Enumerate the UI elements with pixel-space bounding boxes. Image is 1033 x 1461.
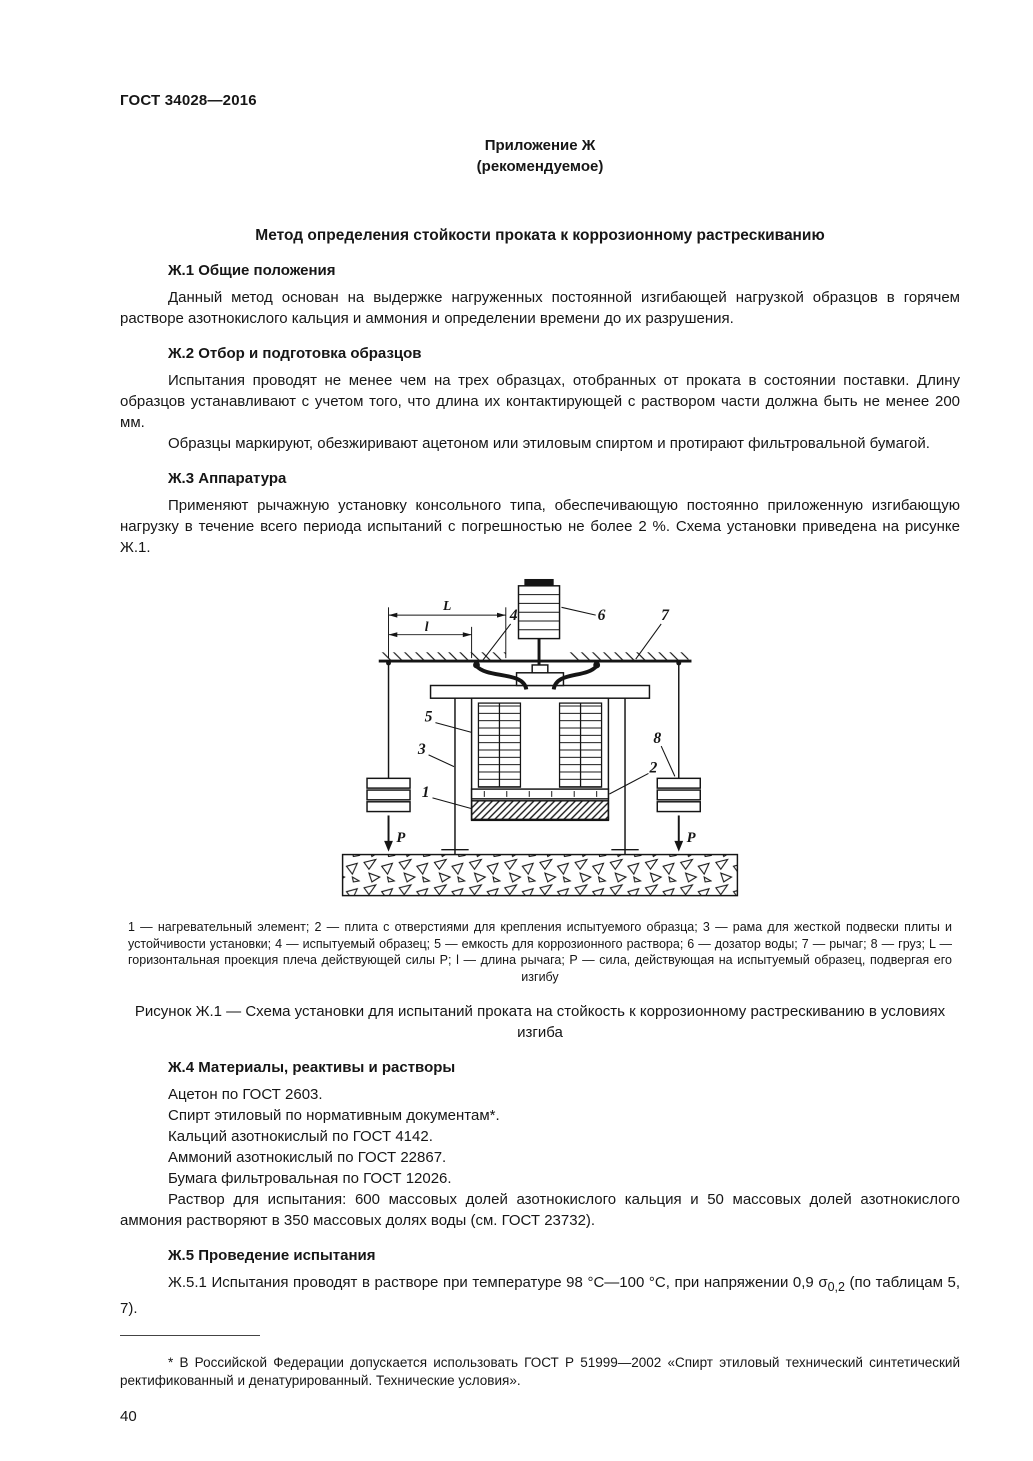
weight-right <box>657 661 700 811</box>
label-5: 5 <box>424 708 433 726</box>
label-L: L <box>442 598 452 614</box>
paragraph-zh5-1 <box>120 1272 960 1319</box>
appendix-title: Приложение Ж <box>484 137 596 154</box>
list-item: Раствор для испытания: 600 массовых долей азотнокислого кальция и 50 массовых долей азотнокислого аммония растворяют в 350 массовых долях воды (см. ГОСТ 23732). <box>120 1191 960 1230</box>
page-number: 40 <box>120 1408 137 1426</box>
figure-caption: Рисунок Ж.1 — Схема установки для испытаний проката на стойкость к коррозионному растрескиванию в условиях изгиба <box>134 1003 946 1042</box>
label-3: 3 <box>417 740 426 758</box>
section-heading-zh1: Ж.1 Общие положения <box>168 262 336 279</box>
document-title: Метод определения стойкости проката к коррозионному растрескиванию <box>255 227 825 244</box>
weight-left <box>367 661 410 811</box>
water-doser <box>519 579 560 665</box>
force-arrow-right <box>674 815 683 851</box>
list-item: Бумага фильтровальная по ГОСТ 12026. <box>168 1170 452 1188</box>
figure-diagram <box>325 578 755 905</box>
paragraph: Данный метод основан на выдержке нагруженных постоянной изгибающей нагрузкой образцов в горячем растворе азотнокислого кальция и аммония и определении времени до их разрушения. <box>120 289 960 327</box>
foundation-base <box>343 855 738 896</box>
section-heading-zh4: Ж.4 Материалы, реактивы и растворы <box>168 1059 456 1077</box>
solution-vessel <box>472 698 609 820</box>
label-4: 4 <box>509 607 518 625</box>
list-item: Ацетон по ГОСТ 2603. <box>168 1086 323 1104</box>
appendix-subtitle: (рекомендуемое) <box>476 158 604 175</box>
text-run: (по таблицам 5, 7). <box>120 1274 960 1318</box>
paragraph: Образцы маркируют, обезжиривают ацетоном или этиловым спиртом и протирают фильтровальной бумагой. <box>168 435 930 452</box>
label-1: 1 <box>421 783 430 801</box>
section-heading-zh2: Ж.2 Отбор и подготовка образцов <box>168 345 422 362</box>
label-2: 2 <box>649 759 658 777</box>
label-P-right: P <box>686 829 696 846</box>
footnote-divider <box>120 1335 260 1336</box>
section-heading-zh3: Ж.3 Аппаратура <box>168 470 287 487</box>
text-run: Ж.5.1 Испытания проводят в растворе при температуре 98 °С—100 °С, при напряжении 0,9 σ <box>168 1274 828 1292</box>
section-heading-zh5: Ж.5 Проведение испытания <box>168 1247 376 1265</box>
label-7: 7 <box>661 607 669 625</box>
figure-legend: 1 — нагревательный элемент; 2 — плита с отверстиями для крепления испытуемого образца; 3 — рама для жесткой подвески плиты и устойчивости установки; 4 — испытуемый образец; 5 — емкость для коррозионного раствора; 6 — дозатор воды; 7 — рычаг; 8 — груз; L — горизонтальная проекция плеча действующей силы P; l — длина рычага; P — сила, действующая на испытуемый образец, подвергая его изгибу <box>128 920 952 984</box>
doc-header: ГОСТ 34028—2016 <box>120 92 257 109</box>
footnote: * В Российской Федерации допускается использовать ГОСТ Р 51999—2002 «Спирт этиловый технический синтетический ректификованный и денатурированный. Технические условия». <box>120 1355 960 1389</box>
list-item: Кальций азотнокислый по ГОСТ 4142. <box>168 1128 433 1146</box>
label-P-left: P <box>396 829 406 846</box>
dimension-lines <box>389 607 506 658</box>
paragraph: Применяют рычажную установку консольного типа, обеспечивающую постоянно приложенную изгибающую нагрузку в течение всего периода испытаний с погрешностью не более 2 %. Схема установки приведена на рисунке Ж.1. <box>120 497 960 556</box>
list-item: Спирт этиловый по нормативным документам*. <box>168 1107 500 1125</box>
label-8: 8 <box>653 730 662 748</box>
sigma-subscript: 0,2 <box>827 1280 845 1295</box>
heating-element <box>472 801 609 820</box>
paragraph: Испытания проводят не менее чем на трех образцах, отобранных от проката в состоянии поставки. Длину образцов устанавливают с учетом того, что длина их контактирующей с раствором части должна быть не менее 200 мм. <box>120 372 960 431</box>
force-arrow-left <box>384 815 393 851</box>
list-item: Аммоний азотнокислый по ГОСТ 22867. <box>168 1149 447 1167</box>
label-l: l <box>424 618 429 634</box>
figure-container <box>120 578 960 911</box>
label-6: 6 <box>597 607 606 625</box>
mounting-plate <box>472 789 609 799</box>
